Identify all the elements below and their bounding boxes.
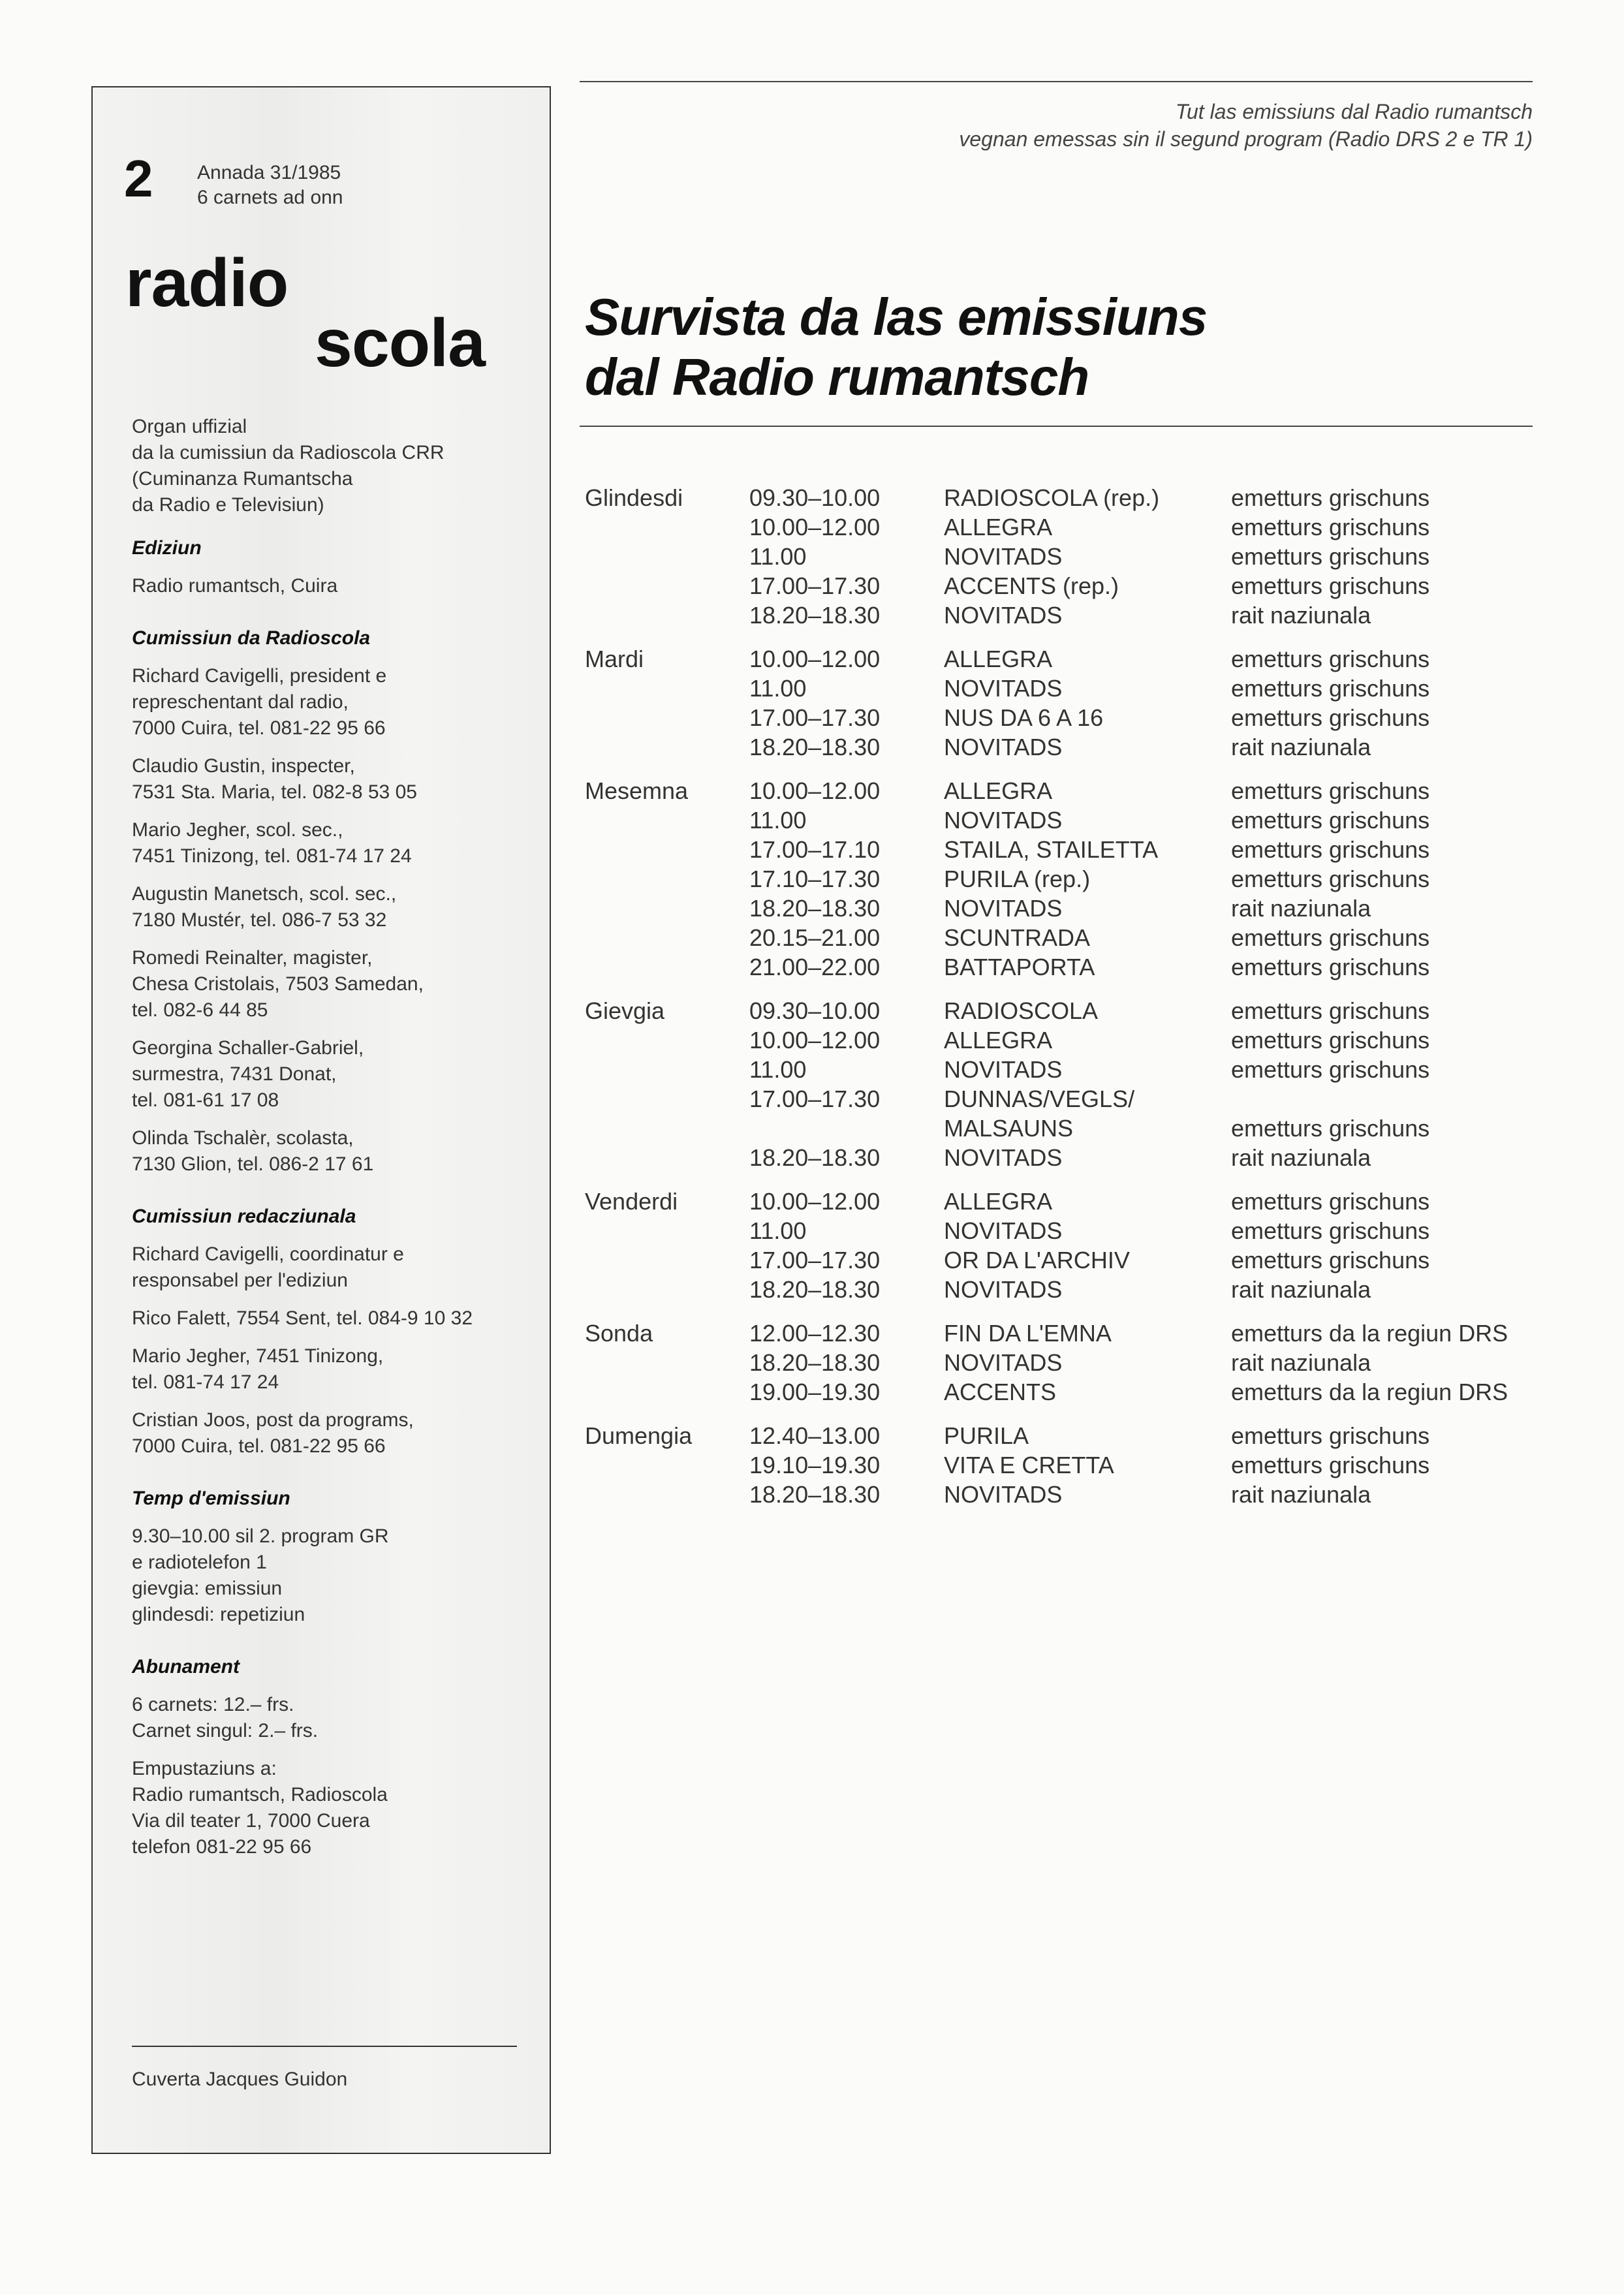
schedule-time: 18.20–18.30 <box>749 1481 881 1508</box>
schedule-time: 10.00–12.00 <box>749 1027 881 1054</box>
schedule-row <box>585 835 1544 864</box>
schedule-row <box>585 1187 1544 1216</box>
day-block <box>585 1421 1544 1509</box>
schedule-transmitter: rait naziunala <box>1231 1276 1371 1303</box>
page-title <box>585 287 1207 407</box>
schedule-time: 09.30–10.00 <box>749 997 881 1024</box>
ediziun-heading: Ediziun <box>132 537 202 559</box>
header-note-line: Tut las emissiuns dal Radio rumantsch <box>1175 100 1533 123</box>
schedule-program: FIN DA L'EMNA <box>944 1320 1112 1347</box>
schedule-row <box>585 864 1544 894</box>
redaczi-members <box>132 1241 537 1460</box>
title-divider <box>580 426 1533 427</box>
schedule-transmitter: emetturs grischuns <box>1231 1056 1430 1083</box>
issue-year: Annada 31/1985 <box>197 162 341 183</box>
organ-line: da la cumissiun da Radioscola CRR <box>132 442 445 463</box>
schedule-row <box>585 483 1544 512</box>
member-line: tel. 081-74 17 24 <box>132 1371 279 1393</box>
day-block <box>585 483 1544 630</box>
schedule-program: NOVITADS <box>944 1144 1063 1171</box>
schedule-transmitter: rait naziunala <box>1231 1144 1371 1171</box>
temp-heading: Temp d'emissiun <box>132 1488 290 1509</box>
schedule-program: NOVITADS <box>944 1056 1063 1083</box>
member-line: 7130 Glion, tel. 086-2 17 61 <box>132 1153 374 1175</box>
schedule-row <box>585 1025 1544 1055</box>
day-name: Dumengia <box>585 1422 693 1449</box>
schedule-time: 19.00–19.30 <box>749 1379 881 1405</box>
top-divider <box>580 81 1533 82</box>
schedule-program: NOVITADS <box>944 1349 1063 1376</box>
issue-number: 2 <box>124 149 153 208</box>
abun-line: 6 carnets: 12.– frs. <box>132 1694 294 1715</box>
temp-line: gievgia: emissiun <box>132 1578 283 1599</box>
schedule-transmitter: emetturs grischuns <box>1231 1217 1430 1244</box>
day-block <box>585 1319 1544 1407</box>
schedule-program: NOVITADS <box>944 807 1063 834</box>
schedule-transmitter: emetturs da la regiun DRS <box>1231 1379 1508 1405</box>
member-line: 7451 Tinizong, tel. 081-74 17 24 <box>132 845 412 867</box>
schedule-program: SCUNTRADA <box>944 924 1091 951</box>
schedule-program: NOVITADS <box>944 1481 1063 1508</box>
member-line: surmestra, 7431 Donat, <box>132 1063 337 1085</box>
schedule-row <box>585 703 1544 732</box>
day-name: Gievgia <box>585 997 665 1024</box>
schedule-program: NOVITADS <box>944 1276 1063 1303</box>
member-line: Chesa Cristolais, 7503 Samedan, <box>132 973 424 995</box>
schedule-transmitter: emetturs grischuns <box>1231 1188 1430 1215</box>
schedule-transmitter: rait naziunala <box>1231 1349 1371 1376</box>
schedule-time: 19.10–19.30 <box>749 1452 881 1478</box>
schedule-time: 20.15–21.00 <box>749 924 881 951</box>
schedule-transmitter: emetturs da la regiun DRS <box>1231 1320 1508 1347</box>
schedule-transmitter: emetturs grischuns <box>1231 997 1430 1024</box>
member-line: Augustin Manetsch, scol. sec., <box>132 883 397 905</box>
issue-frequency: 6 carnets ad onn <box>197 187 343 208</box>
member-entry <box>132 1125 537 1178</box>
title-line: Survista da las emissiuns <box>585 288 1208 346</box>
member-entry <box>132 1035 537 1114</box>
schedule-row <box>585 776 1544 805</box>
schedule-program: ACCENTS (rep.) <box>944 572 1119 599</box>
member-entry <box>132 1241 537 1294</box>
schedule-transmitter: emetturs grischuns <box>1231 836 1430 863</box>
masthead-body <box>132 414 537 1872</box>
empust-line: Empustaziuns a: <box>132 1758 277 1779</box>
schedule-row <box>585 894 1544 923</box>
schedule-program: NOVITADS <box>944 602 1063 629</box>
schedule-program: NOVITADS <box>944 675 1063 702</box>
abun-line: Carnet singul: 2.– frs. <box>132 1720 319 1741</box>
schedule-transmitter: emetturs grischuns <box>1231 924 1430 951</box>
schedule-transmitter: emetturs grischuns <box>1231 1247 1430 1273</box>
member-line: responsabel per l'ediziun <box>132 1270 348 1291</box>
temp-line: glindesdi: repetiziun <box>132 1604 305 1625</box>
schedule-transmitter: rait naziunala <box>1231 602 1371 629</box>
schedule-row <box>585 1084 1544 1143</box>
header-note <box>959 98 1533 153</box>
schedule-row <box>585 923 1544 952</box>
schedule-table <box>585 483 1544 1523</box>
sidebar-masthead <box>91 86 551 2154</box>
member-line: tel. 081-61 17 08 <box>132 1089 279 1111</box>
schedule-time: 17.10–17.30 <box>749 866 881 892</box>
schedule-row <box>585 1480 1544 1509</box>
abun-text <box>132 1692 537 1744</box>
schedule-time: 17.00–17.30 <box>749 704 881 731</box>
schedule-row <box>585 1319 1544 1348</box>
header-note-line: vegnan emessas sin il segund program (Radio DRS 2 e TR 1) <box>959 127 1533 151</box>
schedule-transmitter: emetturs grischuns <box>1231 484 1430 511</box>
cover-credit: Cuverta Jacques Guidon <box>132 2069 348 2090</box>
schedule-transmitter: emetturs grischuns <box>1231 777 1430 804</box>
member-line: 7531 Sta. Maria, tel. 082-8 53 05 <box>132 781 417 803</box>
empust-line: Radio rumantsch, Radioscola <box>132 1784 388 1805</box>
member-line: Mario Jegher, 7451 Tinizong, <box>132 1345 384 1367</box>
schedule-transmitter: emetturs grischuns <box>1231 866 1430 892</box>
member-line: Georgina Schaller-Gabriel, <box>132 1037 364 1059</box>
member-entry <box>132 945 537 1023</box>
schedule-transmitter: rait naziunala <box>1231 895 1371 922</box>
schedule-transmitter: emetturs grischuns <box>1231 1115 1430 1142</box>
schedule-row <box>585 996 1544 1025</box>
member-line: Richard Cavigelli, coordinatur e <box>132 1243 404 1265</box>
member-line: 7000 Cuira, tel. 081-22 95 66 <box>132 1435 386 1457</box>
schedule-row <box>585 674 1544 703</box>
member-line: Rico Falett, 7554 Sent, tel. 084-9 10 32 <box>132 1307 473 1329</box>
day-block <box>585 776 1544 982</box>
schedule-row <box>585 1055 1544 1084</box>
day-name: Venderdi <box>585 1188 678 1215</box>
temp-line: 9.30–10.00 sil 2. program GR <box>132 1525 389 1547</box>
schedule-time: 12.00–12.30 <box>749 1320 881 1347</box>
member-line: 7180 Mustér, tel. 086-7 53 32 <box>132 909 387 931</box>
schedule-transmitter: emetturs grischuns <box>1231 572 1430 599</box>
schedule-time: 11.00 <box>749 543 807 570</box>
schedule-time: 11.00 <box>749 807 807 834</box>
member-entry <box>132 753 537 805</box>
member-line: 7000 Cuira, tel. 081-22 95 66 <box>132 717 386 739</box>
member-entry <box>132 881 537 933</box>
schedule-program: PURILA <box>944 1422 1029 1449</box>
organ-description <box>132 414 537 518</box>
schedule-time: 10.00–12.00 <box>749 646 881 672</box>
schedule-time: 21.00–22.00 <box>749 954 881 980</box>
schedule-time: 18.20–18.30 <box>749 734 881 760</box>
schedule-program: DUNNAS/VEGLS/ MALSAUNS <box>944 1085 1135 1142</box>
schedule-program: ALLEGRA <box>944 1188 1053 1215</box>
schedule-program: NUS DA 6 A 16 <box>944 704 1104 731</box>
day-block <box>585 1187 1544 1304</box>
schedule-transmitter: rait naziunala <box>1231 734 1371 760</box>
schedule-transmitter: emetturs grischuns <box>1231 543 1430 570</box>
ediziun-text: Radio rumantsch, Cuira <box>132 575 338 597</box>
schedule-row <box>585 732 1544 762</box>
member-entry <box>132 663 537 742</box>
organ-line: (Cuminanza Rumantscha <box>132 468 353 490</box>
schedule-row <box>585 1216 1544 1245</box>
schedule-program: RADIOSCOLA <box>944 997 1099 1024</box>
schedule-transmitter: emetturs grischuns <box>1231 954 1430 980</box>
schedule-program: NOVITADS <box>944 1217 1063 1244</box>
day-name: Glindesdi <box>585 484 683 511</box>
schedule-transmitter: emetturs grischuns <box>1231 514 1430 540</box>
member-entry <box>132 1343 537 1396</box>
schedule-program: NOVITADS <box>944 734 1063 760</box>
sidebar-divider <box>132 2046 517 2047</box>
schedule-time: 17.00–17.30 <box>749 572 881 599</box>
member-line: Richard Cavigelli, president e <box>132 665 387 687</box>
schedule-time: 18.20–18.30 <box>749 1276 881 1303</box>
schedule-transmitter: emetturs grischuns <box>1231 807 1430 834</box>
schedule-transmitter: rait naziunala <box>1231 1481 1371 1508</box>
schedule-time: 18.20–18.30 <box>749 1349 881 1376</box>
schedule-time: 18.20–18.30 <box>749 602 881 629</box>
member-entry <box>132 1407 537 1460</box>
schedule-time: 11.00 <box>749 1056 807 1083</box>
day-block <box>585 996 1544 1172</box>
schedule-transmitter: emetturs grischuns <box>1231 1452 1430 1478</box>
organ-line: da Radio e Televisiun) <box>132 494 324 516</box>
schedule-time: 10.00–12.00 <box>749 1188 881 1215</box>
schedule-row <box>585 601 1544 630</box>
schedule-row <box>585 952 1544 982</box>
schedule-transmitter: emetturs grischuns <box>1231 704 1430 731</box>
redaczi-heading: Cumissiun redacziunala <box>132 1206 356 1227</box>
logo-word-scola: scola <box>315 305 485 381</box>
schedule-time: 17.00–17.30 <box>749 1247 881 1273</box>
schedule-time: 17.00–17.10 <box>749 836 881 863</box>
schedule-row <box>585 542 1544 571</box>
schedule-row <box>585 1450 1544 1480</box>
member-line: Olinda Tschalèr, scolasta, <box>132 1127 354 1149</box>
schedule-row <box>585 1143 1544 1172</box>
schedule-transmitter: emetturs grischuns <box>1231 1027 1430 1054</box>
cumissiun-members <box>132 663 537 1178</box>
schedule-row <box>585 1245 1544 1275</box>
abun-heading: Abunament <box>132 1656 240 1678</box>
logo-word-radio: radio <box>125 245 289 321</box>
temp-line: e radiotelefon 1 <box>132 1552 267 1573</box>
issue-meta <box>197 161 343 210</box>
schedule-time: 10.00–12.00 <box>749 514 881 540</box>
schedule-program: ALLEGRA <box>944 1027 1053 1054</box>
schedule-program: STAILA, STAILETTA <box>944 836 1159 863</box>
schedule-time: 12.40–13.00 <box>749 1422 881 1449</box>
schedule-program: ALLEGRA <box>944 514 1053 540</box>
schedule-time: 10.00–12.00 <box>749 777 881 804</box>
member-line: Mario Jegher, scol. sec., <box>132 819 343 841</box>
day-name: Sonda <box>585 1320 653 1347</box>
member-line: represchentant dal radio, <box>132 691 349 713</box>
schedule-program: RADIOSCOLA (rep.) <box>944 484 1160 511</box>
empust-line: telefon 081-22 95 66 <box>132 1836 312 1858</box>
schedule-program: BATTAPORTA <box>944 954 1095 980</box>
schedule-row <box>585 1421 1544 1450</box>
member-line: Romedi Reinalter, magister, <box>132 947 373 969</box>
schedule-program: VITA E CRETTA <box>944 1452 1114 1478</box>
schedule-time: 11.00 <box>749 1217 807 1244</box>
schedule-row <box>585 805 1544 835</box>
schedule-time: 18.20–18.30 <box>749 1144 881 1171</box>
member-line: Cristian Joos, post da programs, <box>132 1409 414 1431</box>
organ-line: Organ uffizial <box>132 416 247 437</box>
empust-text <box>132 1756 537 1860</box>
schedule-row <box>585 644 1544 674</box>
schedule-time: 18.20–18.30 <box>749 895 881 922</box>
day-name: Mardi <box>585 646 644 672</box>
temp-text <box>132 1523 537 1628</box>
member-entry <box>132 1305 537 1332</box>
member-entry <box>132 817 537 869</box>
schedule-time: 11.00 <box>749 675 807 702</box>
schedule-row <box>585 1348 1544 1377</box>
schedule-row <box>585 1275 1544 1304</box>
schedule-transmitter: emetturs grischuns <box>1231 1422 1430 1449</box>
schedule-program: NOVITADS <box>944 543 1063 570</box>
schedule-program: PURILA (rep.) <box>944 866 1091 892</box>
schedule-transmitter: emetturs grischuns <box>1231 646 1430 672</box>
schedule-transmitter: emetturs grischuns <box>1231 675 1430 702</box>
empust-line: Via dil teater 1, 7000 Cuera <box>132 1810 370 1832</box>
schedule-program: ALLEGRA <box>944 646 1053 672</box>
schedule-program: NOVITADS <box>944 895 1063 922</box>
day-name: Mesemna <box>585 777 689 804</box>
cumissiun-heading: Cumissiun da Radioscola <box>132 627 371 649</box>
schedule-time: 17.00–17.30 <box>749 1085 881 1112</box>
title-line: dal Radio rumantsch <box>585 348 1089 406</box>
day-block <box>585 644 1544 762</box>
member-line: tel. 082-6 44 85 <box>132 999 268 1021</box>
schedule-program: ALLEGRA <box>944 777 1053 804</box>
schedule-row <box>585 1377 1544 1407</box>
member-line: Claudio Gustin, inspecter, <box>132 755 355 777</box>
schedule-program: ACCENTS <box>944 1379 1057 1405</box>
schedule-program: OR DA L'ARCHIV <box>944 1247 1130 1273</box>
schedule-time: 09.30–10.00 <box>749 484 881 511</box>
schedule-row <box>585 512 1544 542</box>
schedule-row <box>585 571 1544 601</box>
